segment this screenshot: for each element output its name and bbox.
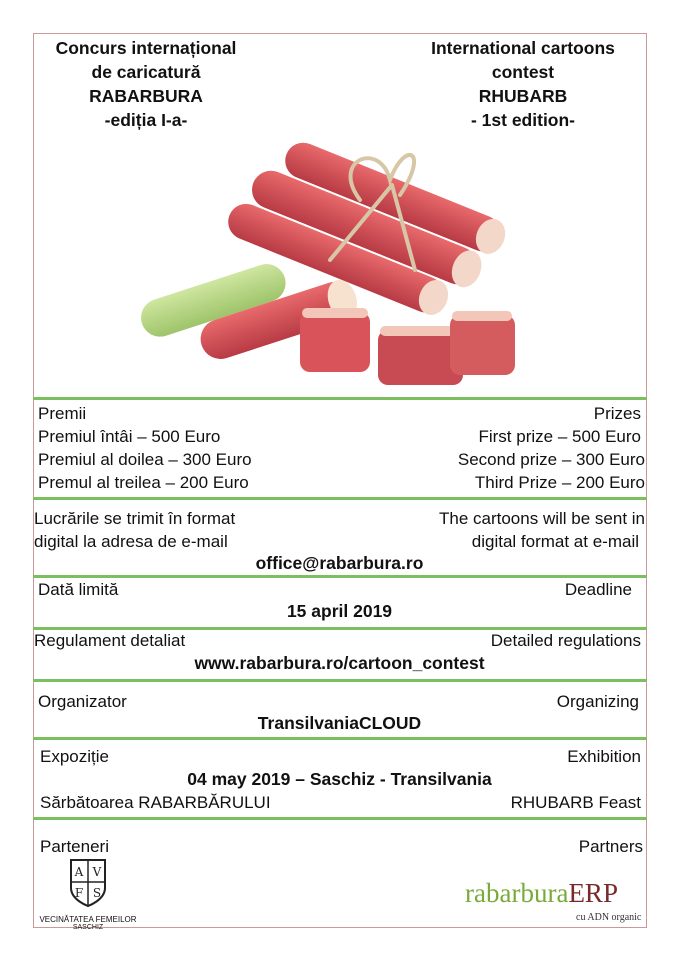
separator — [33, 497, 647, 500]
submission-en-1: The cartoons will be sent in — [439, 509, 645, 528]
header-ro-line-3: RABARBURA — [89, 86, 203, 106]
logo-letter: F — [74, 886, 84, 900]
header-en-line-2: contest — [491, 62, 555, 82]
rhubarb-photo — [130, 140, 530, 395]
logo-caption-2: SASCHIZ — [72, 924, 104, 932]
regulations-url[interactable]: www.rabarbura.ro/cartoon_contest — [194, 653, 485, 673]
exhibition-label-ro: Expoziție — [40, 747, 109, 766]
organizer-label-en: Organizing — [556, 692, 639, 711]
exhibition-feast-ro: Sărbătoarea RABARBĂRULUI — [40, 793, 271, 812]
rabarbura-erp-logo — [465, 880, 618, 907]
prize-ro-3: Premul al treilea – 200 Euro — [38, 473, 249, 492]
logo-caption-1: VECINĂTATEA FEMEILOR — [39, 915, 137, 924]
separator — [33, 737, 647, 740]
exhibition-feast-en: RHUBARB Feast — [510, 793, 641, 812]
prize-ro-1: Premiul întâi – 500 Euro — [38, 427, 221, 446]
exhibition-date-place: 04 may 2019 – Saschiz - Transilvania — [187, 769, 492, 789]
partners-label-ro: Parteneri — [40, 837, 109, 856]
separator — [33, 575, 647, 578]
deadline-label-ro: Dată limită — [38, 580, 119, 599]
erp-logo-part2: ERP — [568, 878, 618, 908]
organizer-name: TransilvaniaCLOUD — [257, 713, 422, 733]
organizer-label-ro: Organizator — [38, 692, 127, 711]
erp-logo-subtitle: cu ADN organic — [576, 912, 642, 923]
prizes-title-en: Prizes — [593, 404, 641, 423]
deadline-date: 15 april 2019 — [286, 601, 393, 621]
header-ro-line-2: de caricatură — [91, 62, 201, 82]
submission-email[interactable]: office@rabarbura.ro — [255, 553, 424, 573]
header-en-line-3: RHUBARB — [478, 86, 568, 106]
deadline-label-en: Deadline — [564, 580, 632, 599]
regulations-label-en: Detailed regulations — [490, 631, 641, 650]
exhibition-label-en: Exhibition — [567, 747, 641, 766]
submission-ro-2: digital la adresa de e-mail — [34, 532, 228, 551]
prize-ro-2: Premiul al doilea – 300 Euro — [38, 450, 252, 469]
logo-letter: S — [92, 886, 102, 900]
submission-ro-1: Lucrările se trimit în format — [34, 509, 236, 528]
shield-icon — [38, 858, 138, 908]
prize-en-1: First prize – 500 Euro — [478, 427, 641, 446]
prize-en-2: Second prize – 300 Euro — [457, 450, 645, 469]
header-en-line-1: International cartoons — [431, 38, 615, 58]
vecinatatea-femeilor-logo — [38, 858, 138, 932]
header-ro-line-4: -ediția I-a- — [104, 110, 188, 130]
header-en-line-4: - 1st edition- — [470, 110, 576, 130]
header-ro-line-1: Concurs internațional — [55, 38, 237, 58]
regulations-label-ro: Regulament detaliat — [34, 631, 186, 650]
prizes-title-ro: Premii — [38, 404, 87, 423]
partners-label-en: Partners — [578, 837, 643, 856]
logo-letter: A — [74, 865, 84, 879]
erp-logo-part1: rabarbura — [465, 878, 569, 908]
separator — [33, 627, 647, 630]
logo-letter: V — [92, 865, 102, 879]
separator — [33, 679, 647, 682]
submission-en-2: digital format at e-mail — [471, 532, 639, 551]
separator — [33, 817, 647, 820]
separator — [33, 397, 647, 400]
prize-en-3: Third Prize – 200 Euro — [474, 473, 645, 492]
